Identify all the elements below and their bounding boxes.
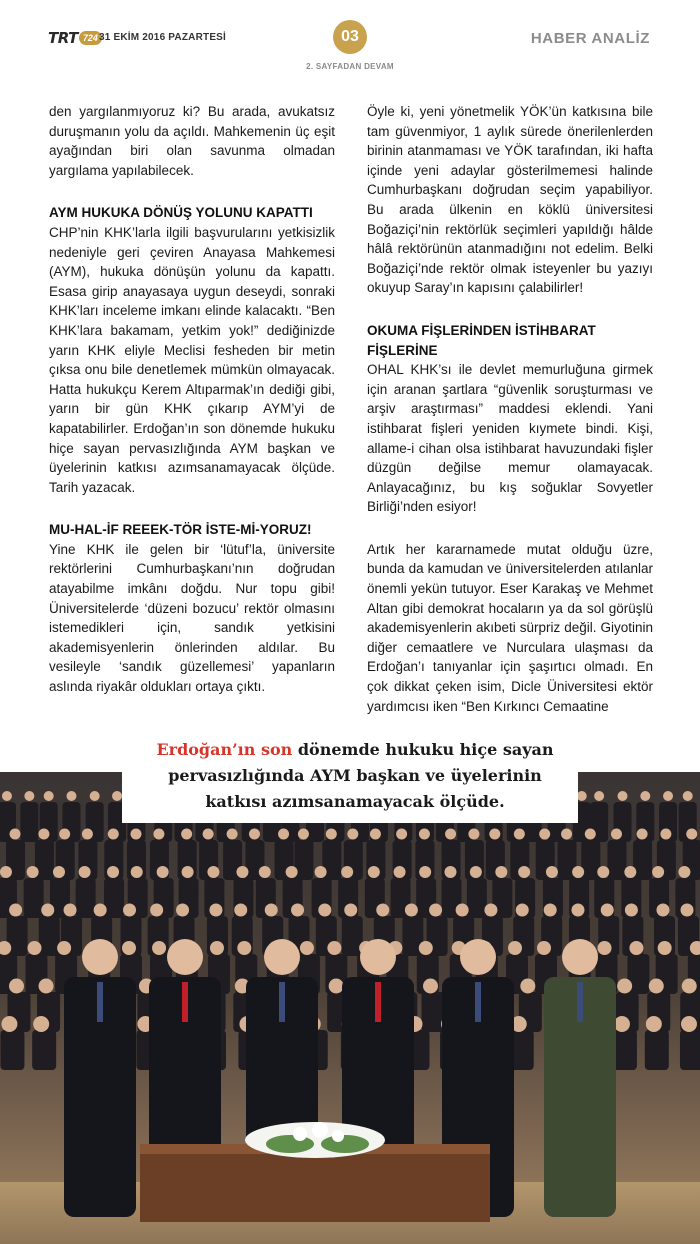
issue-date: 31 EKİM 2016 PAZARTESİ [99, 32, 227, 43]
pull-quote-text: dönemde hukuku hiçe sayan pervasızlığında AYM başkan ve üyelerinin katkısı azımsanamayacak ölçüde. [168, 740, 554, 811]
logo-badge: 724 [79, 31, 102, 45]
subheading-aym: AYM HUKUKA DÖNÜŞ YOLUNU KAPATTI [49, 205, 313, 221]
pull-quote-highlight: Erdoğan’ın son [156, 740, 293, 759]
right-column [367, 102, 653, 716]
intro-paragraph: den yargılanmıyoruz ki? Bu arada, avukatsız duruşmanın yolu da açıldı. Mahkemenin üç eşit ayağından biri olan savunma olmadan yargılama yapılabilecek. [49, 104, 335, 178]
section-title: HABER ANALİZ [530, 30, 650, 47]
paragraph-kararname: Artık her kararnamede mutat olduğu üzre, bunda da kamudan ve üniversitelerden atılanlar önemli yekün tutuyor. Eser Karakaş ve Mehmet Altan gibi demokrat hocaların ya da sol görüşlü akademisyenlerin akıbeti sürpriz değil. Giyotinin diğer cemaatlere ve Nurculara ulaşması da Erdoğan’ı tanıyanlar için şaşırtıcı olmadı. En çok dikkat çeken isim, Dicle Üniversitesi ektör yardımcısı iken “Ben Kırkıncı Cemaatine [367, 541, 653, 714]
subheading-rektor: MU-HAL-İF REEEK-TÖR İSTE-Mİ-YORUZ! [49, 522, 312, 538]
paragraph-aym: CHP’nin KHK’larla ilgili başvurularını yetkisizlik nedeniyle geri çeviren Anayasa Mahkemesi (AYM), hukuka dönüşün yolunu da kapattı. Esasa girip anayasaya uygun deseydi, sonraki KHK’ları inceleme imkanı elinde kalacaktı. “Ben KHK’lara bakamam, yetkim yok!” dediğinizde yarın KHK eliyle Meclisi fesheden bir metin çıksa onu bile denetlemek mümkün olmayacak. Hatta hukukçu Kerem Altıparmak’ın dediği gibi, yarın bir gün KHK çıkarıp AYM’yi de kapatabilirler. Erdoğan’ın son dönemde hukuku hiçe sayan pervasızlığında AYM başkan ve üyelerinin katkısı azımsanamayacak ölçüde. Tarih yazacak. [49, 224, 335, 495]
page-number: 03 [333, 20, 367, 54]
subheading-fisler: OKUMA FİŞLERİNDEN İSTİHBARAT FİŞLERİNE [367, 322, 596, 358]
group-photo [0, 772, 700, 1244]
paragraph-rektor: Yine KHK ile gelen bir ‘lütuf’la, üniversite rektörlerini Cumhurbaşkanı’nın doğrudan atayabilme imkânı doğdu. Nur topu gibi! Üniversitelerde ‘düzeni bozucu’ rektör olmasını istemedikleri için, sandık yetkisini akademisyenlerin önlerinden aldılar. Bu vesileyle ‘sandık güzellemesi’ yapanların aslında riyakâr oldukları ortaya çıktı. [49, 541, 335, 695]
paragraph-fisler: OHAL KHK’sı ile devlet memurluğuna girmek için aranan şartlara “güvenlik soruşturması ve arşiv araştırması” maddesi eklendi. Yani istihbarat fişleri yeniden kıymete bindi. Kişi, allame-i cihan olsa istihbarat havuzundaki fişler düzgün değilse memur olamayacak. Anlayacağınız, bu kış soğuklar Sovyetler Birliği’nden esiyor! [367, 362, 653, 515]
left-column [49, 102, 335, 697]
pull-quote [140, 737, 570, 815]
logo-text: TRT [48, 29, 78, 47]
trt-logo [48, 29, 102, 47]
continued-from: 2. SAYFADAN DEVAM [306, 62, 394, 71]
page-header [0, 0, 700, 80]
paragraph-yok: Öyle ki, yeni yönetmelik YÖK’ün katkısına bile tam güvenmiyor, 1 aylık sürede önerilenlerden birinin atanmaması ve YÖK tarafından, iki hafta içinde yeni adaylar gösterilmemesi halinde Cumhurbaşkanı doğrudan seçim yapabiliyor. Bu arada ülkenin en köklü üniversitesi Boğaziçi’nin rektörlük seçimleri yapıldığı hâlde hâlâ rektörünün atanmadığını not edelim. Belki Boğaziçi’nde rektör olmak isteyenler bu yazıyı okuyup Saray’ın kapısını çalabilirler! [367, 104, 653, 296]
